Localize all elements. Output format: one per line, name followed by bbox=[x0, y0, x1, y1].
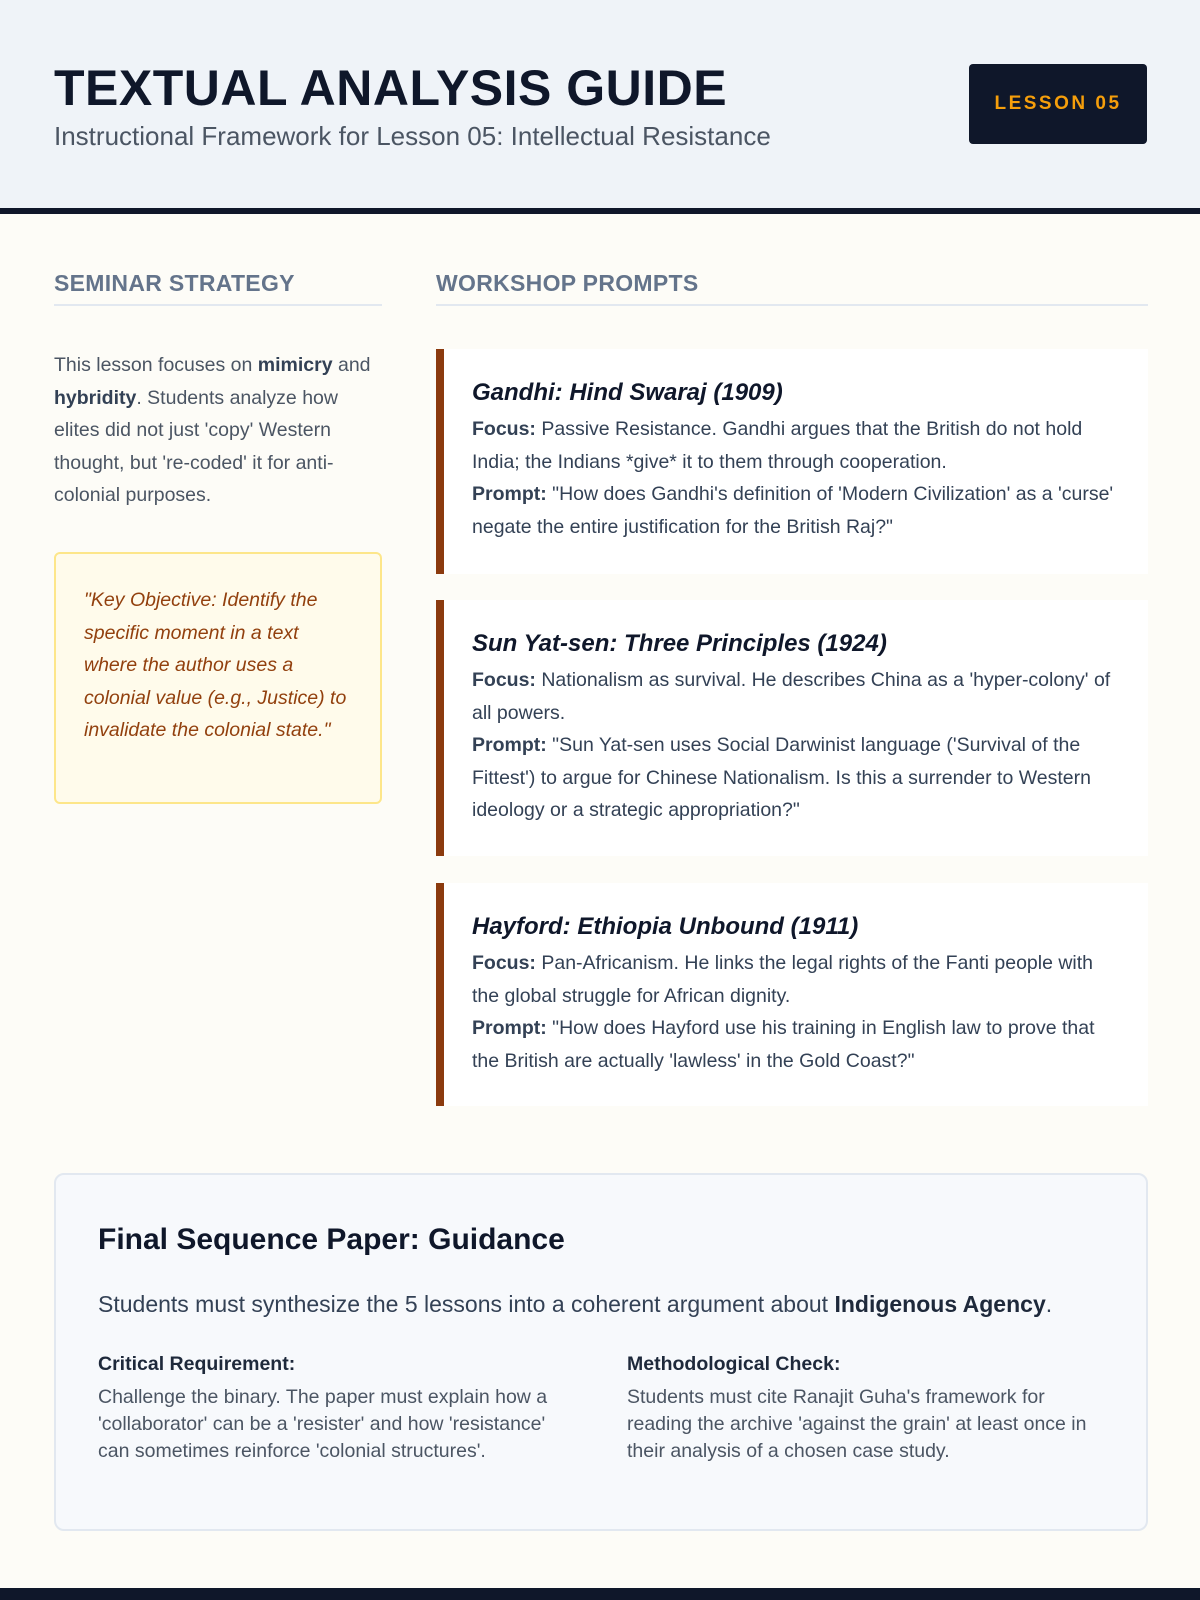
prompt-label: Prompt: bbox=[472, 1017, 547, 1039]
prompt-card-title: Gandhi: Hind Swaraj (1909) bbox=[472, 379, 783, 406]
focus-text: Pan-Africanism. He links the legal rights of the Fanti people with the global struggle for African dignity. bbox=[472, 952, 1094, 1007]
strategy-keyword-hybridity: hybridity bbox=[54, 386, 137, 409]
focus-label: Focus: bbox=[472, 669, 536, 691]
prompt-card-focus bbox=[472, 664, 1122, 729]
strategy-text-part: This lesson focuses on bbox=[54, 354, 258, 376]
methodological-check-label: Methodological Check: bbox=[627, 1353, 841, 1375]
key-objective-callout: "Key Objective: Identify the specific moment in a text where the author uses a colonial value (e.g., Justice) to invalidate the colonial state." bbox=[54, 552, 382, 804]
prompt-card-focus bbox=[472, 947, 1122, 1012]
prompt-card-hayford bbox=[436, 883, 1148, 1106]
strategy-text-part: and bbox=[332, 354, 371, 376]
prompt-card-title: Sun Yat-sen: Three Principles (1924) bbox=[472, 630, 887, 657]
page-header bbox=[0, 0, 1200, 214]
critical-requirement-label: Critical Requirement: bbox=[98, 1353, 296, 1375]
methodological-check-text: Students must cite Ranajit Guha's framework for reading the archive 'against the grain' at least once in their analysis of a chosen case study. bbox=[627, 1386, 1087, 1462]
strategy-description bbox=[54, 349, 382, 512]
page-subtitle: Instructional Framework for Lesson 05: Intellectual Resistance bbox=[54, 121, 771, 151]
prompt-text: "How does Gandhi's definition of 'Modern Civilization' as a 'curse' negate the entire justification for the British Raj?" bbox=[472, 483, 1114, 538]
focus-label: Focus: bbox=[472, 418, 536, 440]
prompt-label: Prompt: bbox=[472, 483, 547, 505]
final-intro-text: Students must synthesize the 5 lessons into a coherent argument about bbox=[98, 1291, 835, 1317]
prompt-card-prompt bbox=[472, 729, 1122, 827]
seminar-strategy-heading: SEMINAR STRATEGY bbox=[54, 268, 382, 306]
workshop-prompts-heading: WORKSHOP PROMPTS bbox=[436, 268, 1148, 306]
final-intro-end: . bbox=[1045, 1291, 1053, 1317]
critical-requirement bbox=[98, 1350, 568, 1465]
lesson-badge: LESSON 05 bbox=[969, 64, 1147, 144]
prompt-card-prompt bbox=[472, 1012, 1122, 1077]
final-paper-intro bbox=[98, 1288, 1052, 1320]
focus-text: Nationalism as survival. He describes China as a 'hyper-colony' of all powers. bbox=[472, 669, 1111, 724]
prompt-label: Prompt: bbox=[472, 734, 547, 756]
focus-text: Passive Resistance. Gandhi argues that the British do not hold India; the Indians *give* it to them through cooperation. bbox=[472, 418, 1083, 473]
methodological-check bbox=[627, 1350, 1097, 1465]
footer-bar bbox=[0, 1588, 1200, 1600]
final-paper-guidance-panel bbox=[54, 1173, 1148, 1531]
prompt-card-gandhi bbox=[436, 349, 1148, 574]
prompt-card-title: Hayford: Ethiopia Unbound (1911) bbox=[472, 913, 859, 940]
page-title: TEXTUAL ANALYSIS GUIDE bbox=[54, 60, 728, 116]
critical-requirement-text: Challenge the binary. The paper must explain how a 'collaborator' can be a 'resister' and how 'resistance' can sometimes reinforce 'colonial structures'. bbox=[98, 1386, 548, 1462]
prompt-card-focus bbox=[472, 413, 1122, 478]
prompt-text: "How does Hayford use his training in English law to prove that the British are actually 'lawless' in the Gold Coast?" bbox=[472, 1017, 1095, 1072]
focus-label: Focus: bbox=[472, 952, 536, 974]
prompt-text: "Sun Yat-sen uses Social Darwinist language ('Survival of the Fittest') to argue for Chinese Nationalism. Is this a surrender to Western ideology or a strategic appropriation?" bbox=[472, 734, 1091, 821]
strategy-text-part: . Students analyze how elites did not just 'copy' Western thought, but 're-coded' it for anti-colonial purposes. bbox=[54, 386, 338, 506]
final-paper-title: Final Sequence Paper: Guidance bbox=[98, 1223, 565, 1256]
strategy-keyword-mimicry: mimicry bbox=[257, 354, 333, 376]
prompt-card-prompt bbox=[472, 478, 1122, 543]
prompt-card-sun-yat-sen bbox=[436, 600, 1148, 856]
final-intro-keyword: Indigenous Agency bbox=[834, 1291, 1046, 1317]
